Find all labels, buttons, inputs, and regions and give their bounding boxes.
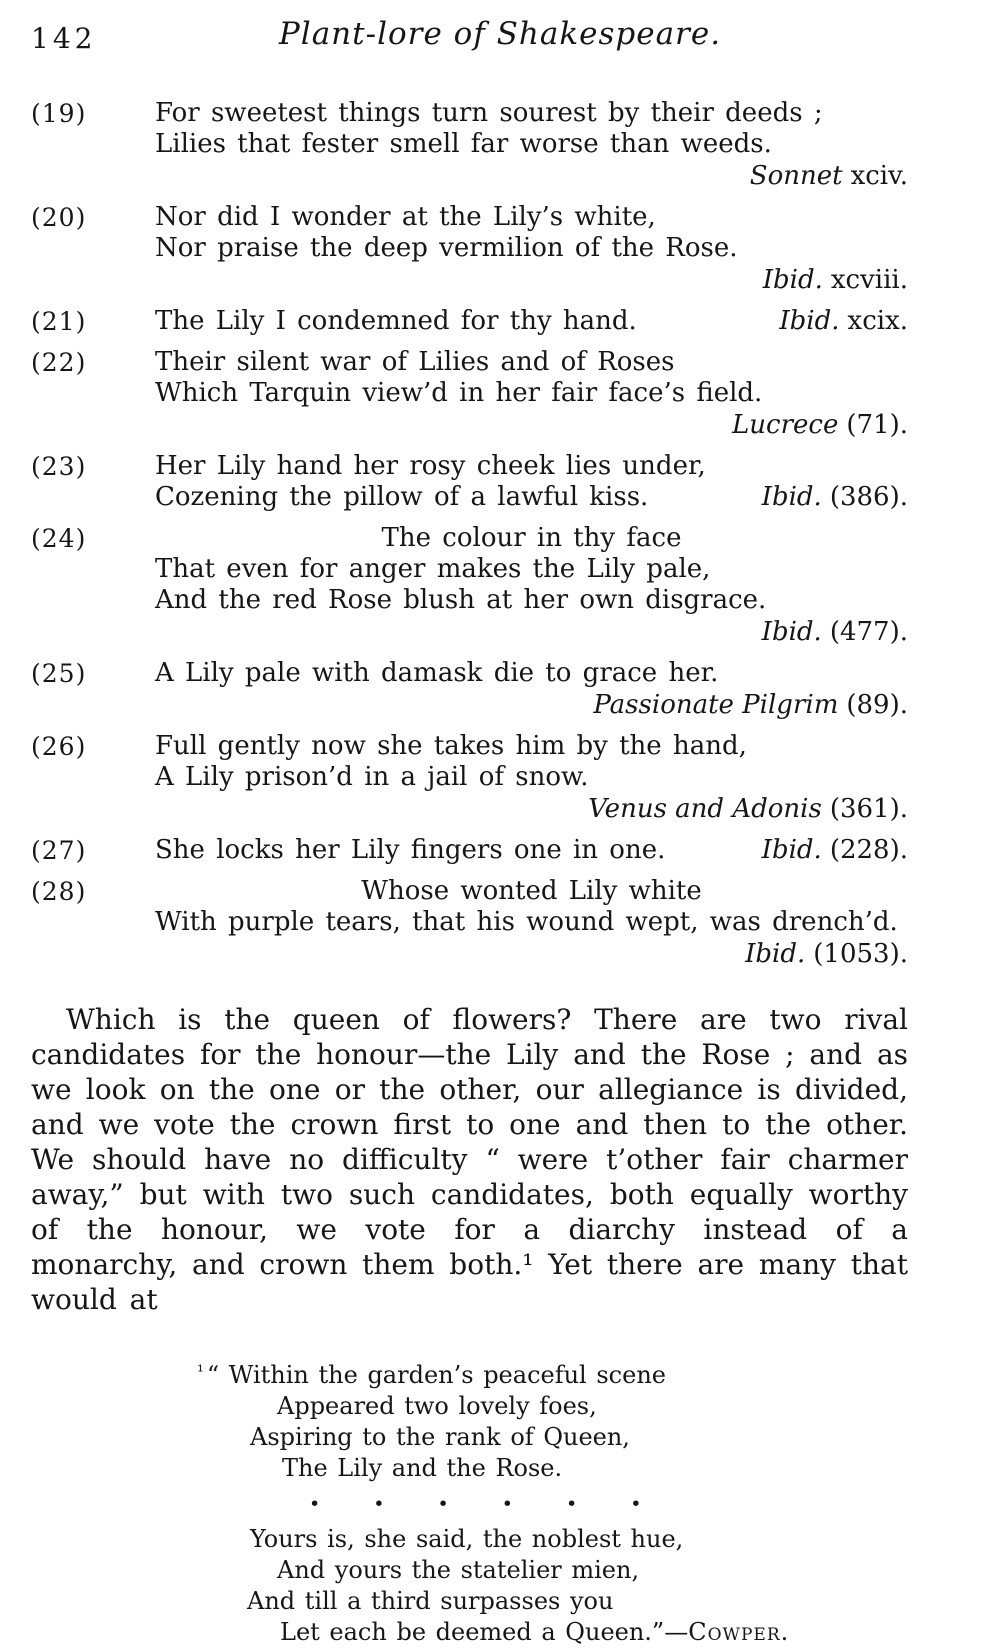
quote-number: (25) <box>31 659 87 688</box>
quote-citation <box>762 835 908 866</box>
quote-number: (23) <box>31 452 87 481</box>
quote-citation <box>779 306 908 337</box>
stanza-separator-dots: • • • • • • <box>309 1493 642 1515</box>
quote-entry <box>31 98 908 192</box>
citation-ref: (71). <box>846 410 908 440</box>
quote-line: A Lily pale with damask die to grace her. <box>155 658 719 688</box>
quote-line: That even for anger makes the Lily pale, <box>155 554 711 584</box>
quote-entry <box>31 835 908 866</box>
citation-work: Venus and Adonis <box>588 794 822 824</box>
citation-ref: (477). <box>829 617 908 647</box>
quote-line: Full gently now she takes him by the hand, <box>155 731 747 761</box>
footnote-line: And till a third surpasses you <box>247 1587 614 1615</box>
footnote-marker: ¹ <box>197 1362 204 1382</box>
page-header <box>0 14 1000 62</box>
footnote-line: Aspiring to the rank of Queen, <box>250 1423 630 1451</box>
quote-number: (27) <box>31 836 87 865</box>
quote-citation <box>155 265 908 296</box>
quote-number: (22) <box>31 348 87 377</box>
citation-ref: xciv. <box>850 161 908 191</box>
quote-citation <box>155 410 908 441</box>
quote-line: Whose wonted Lily white <box>361 876 702 906</box>
quote-line: For sweetest things turn sourest by their deeds ; <box>155 98 823 128</box>
quote-citation <box>155 161 908 192</box>
footnote-section <box>197 1357 1000 1648</box>
quote-citation <box>762 482 908 513</box>
citation-ref: (1053). <box>813 939 908 969</box>
main-paragraph: Which is the queen of flowers? There are two rival candidates for the honour—the Lily and the Rose ; and as we look on the one or the other, our allegiance is divided, and we vote the crown first to one and then to the other. We should have no difficulty “ were t’other fair charmer away,” but with two such candidates, both equally worthy of the honour, we vote for a diarchy instead of a monarchy, and crown them both.¹ Yet there are many that would at <box>31 1003 908 1316</box>
quote-entry <box>31 347 908 441</box>
quote-number: (28) <box>31 877 87 906</box>
quote-line: Which Tarquin view’d in her fair face’s field. <box>155 378 763 408</box>
quote-entry <box>31 658 908 721</box>
quote-line: With purple tears, that his wound wept, was drench’d. <box>155 907 898 937</box>
quote-line: Her Lily hand her rosy cheek lies under, <box>155 451 706 481</box>
citation-ref: (89). <box>846 690 908 720</box>
quote-entry <box>31 306 908 337</box>
quote-line: Nor did I wonder at the Lily’s white, <box>155 202 656 232</box>
quote-number: (21) <box>31 307 87 336</box>
footnote-line: Appeared two lovely foes, <box>277 1392 597 1420</box>
footnote-line: And yours the statelier mien, <box>277 1556 640 1584</box>
quote-line: The colour in thy face <box>381 523 682 553</box>
quote-line <box>155 482 908 513</box>
quote-citation <box>155 794 908 825</box>
footnote-line: Yours is, she said, the noblest hue, <box>250 1525 684 1553</box>
footnote-line <box>280 1617 1000 1648</box>
quote-number: (26) <box>31 732 87 761</box>
quote-entry <box>31 523 908 648</box>
quote-text: She locks her Lily fingers one in one. <box>155 835 666 865</box>
citation-ref: xcviii. <box>830 265 908 295</box>
quote-citation <box>155 690 908 721</box>
quote-line: And the red Rose blush at her own disgrace. <box>155 585 767 615</box>
citation-work: Lucrece <box>732 410 839 440</box>
citation-work: Ibid. <box>761 835 822 865</box>
quote-citation <box>155 617 908 648</box>
quote-number: (19) <box>31 99 87 128</box>
quote-line <box>155 835 908 866</box>
citation-ref: (386). <box>829 482 908 512</box>
quote-entry <box>31 876 908 970</box>
footnote-text: “ Within the garden’s peaceful scene <box>206 1361 666 1389</box>
page-title: Plant-lore of Shakespeare. <box>278 16 722 52</box>
citation-work: Ibid. <box>745 939 806 969</box>
citation-work: Ibid. <box>779 306 840 336</box>
citation-work: Ibid. <box>761 482 822 512</box>
quote-line: Their silent war of Lilies and of Roses <box>155 347 675 377</box>
quotations-section <box>31 98 908 970</box>
footnote-attribution: Cowper. <box>688 1618 790 1646</box>
quote-entry <box>31 451 908 513</box>
citation-ref: (361). <box>829 794 908 824</box>
quote-number: (20) <box>31 203 87 232</box>
footnote-text: Let each be deemed a Queen.”— <box>280 1618 689 1646</box>
citation-work: Ibid. <box>762 265 823 295</box>
citation-work: Sonnet <box>749 161 843 191</box>
quote-line: Nor praise the deep vermilion of the Rose. <box>155 233 738 263</box>
quote-entry <box>31 202 908 296</box>
citation-ref: xcix. <box>847 306 908 336</box>
quote-number: (24) <box>31 524 87 553</box>
footnote-line: The Lily and the Rose. <box>282 1454 563 1482</box>
quote-line <box>155 306 908 337</box>
quote-text: Cozening the pillow of a lawful kiss. <box>155 482 649 512</box>
footnote-line <box>197 1357 1000 1391</box>
page-number: 142 <box>31 22 97 55</box>
quote-citation <box>155 939 908 970</box>
citation-work: Ibid. <box>761 617 822 647</box>
citation-ref: (228). <box>829 835 908 865</box>
quote-line: A Lily prison’d in a jail of snow. <box>155 762 589 792</box>
quote-text: The Lily I condemned for thy hand. <box>155 306 637 336</box>
quote-line: Lilies that fester smell far worse than weeds. <box>155 129 772 159</box>
citation-work: Passionate Pilgrim <box>593 690 839 720</box>
quote-entry <box>31 731 908 825</box>
